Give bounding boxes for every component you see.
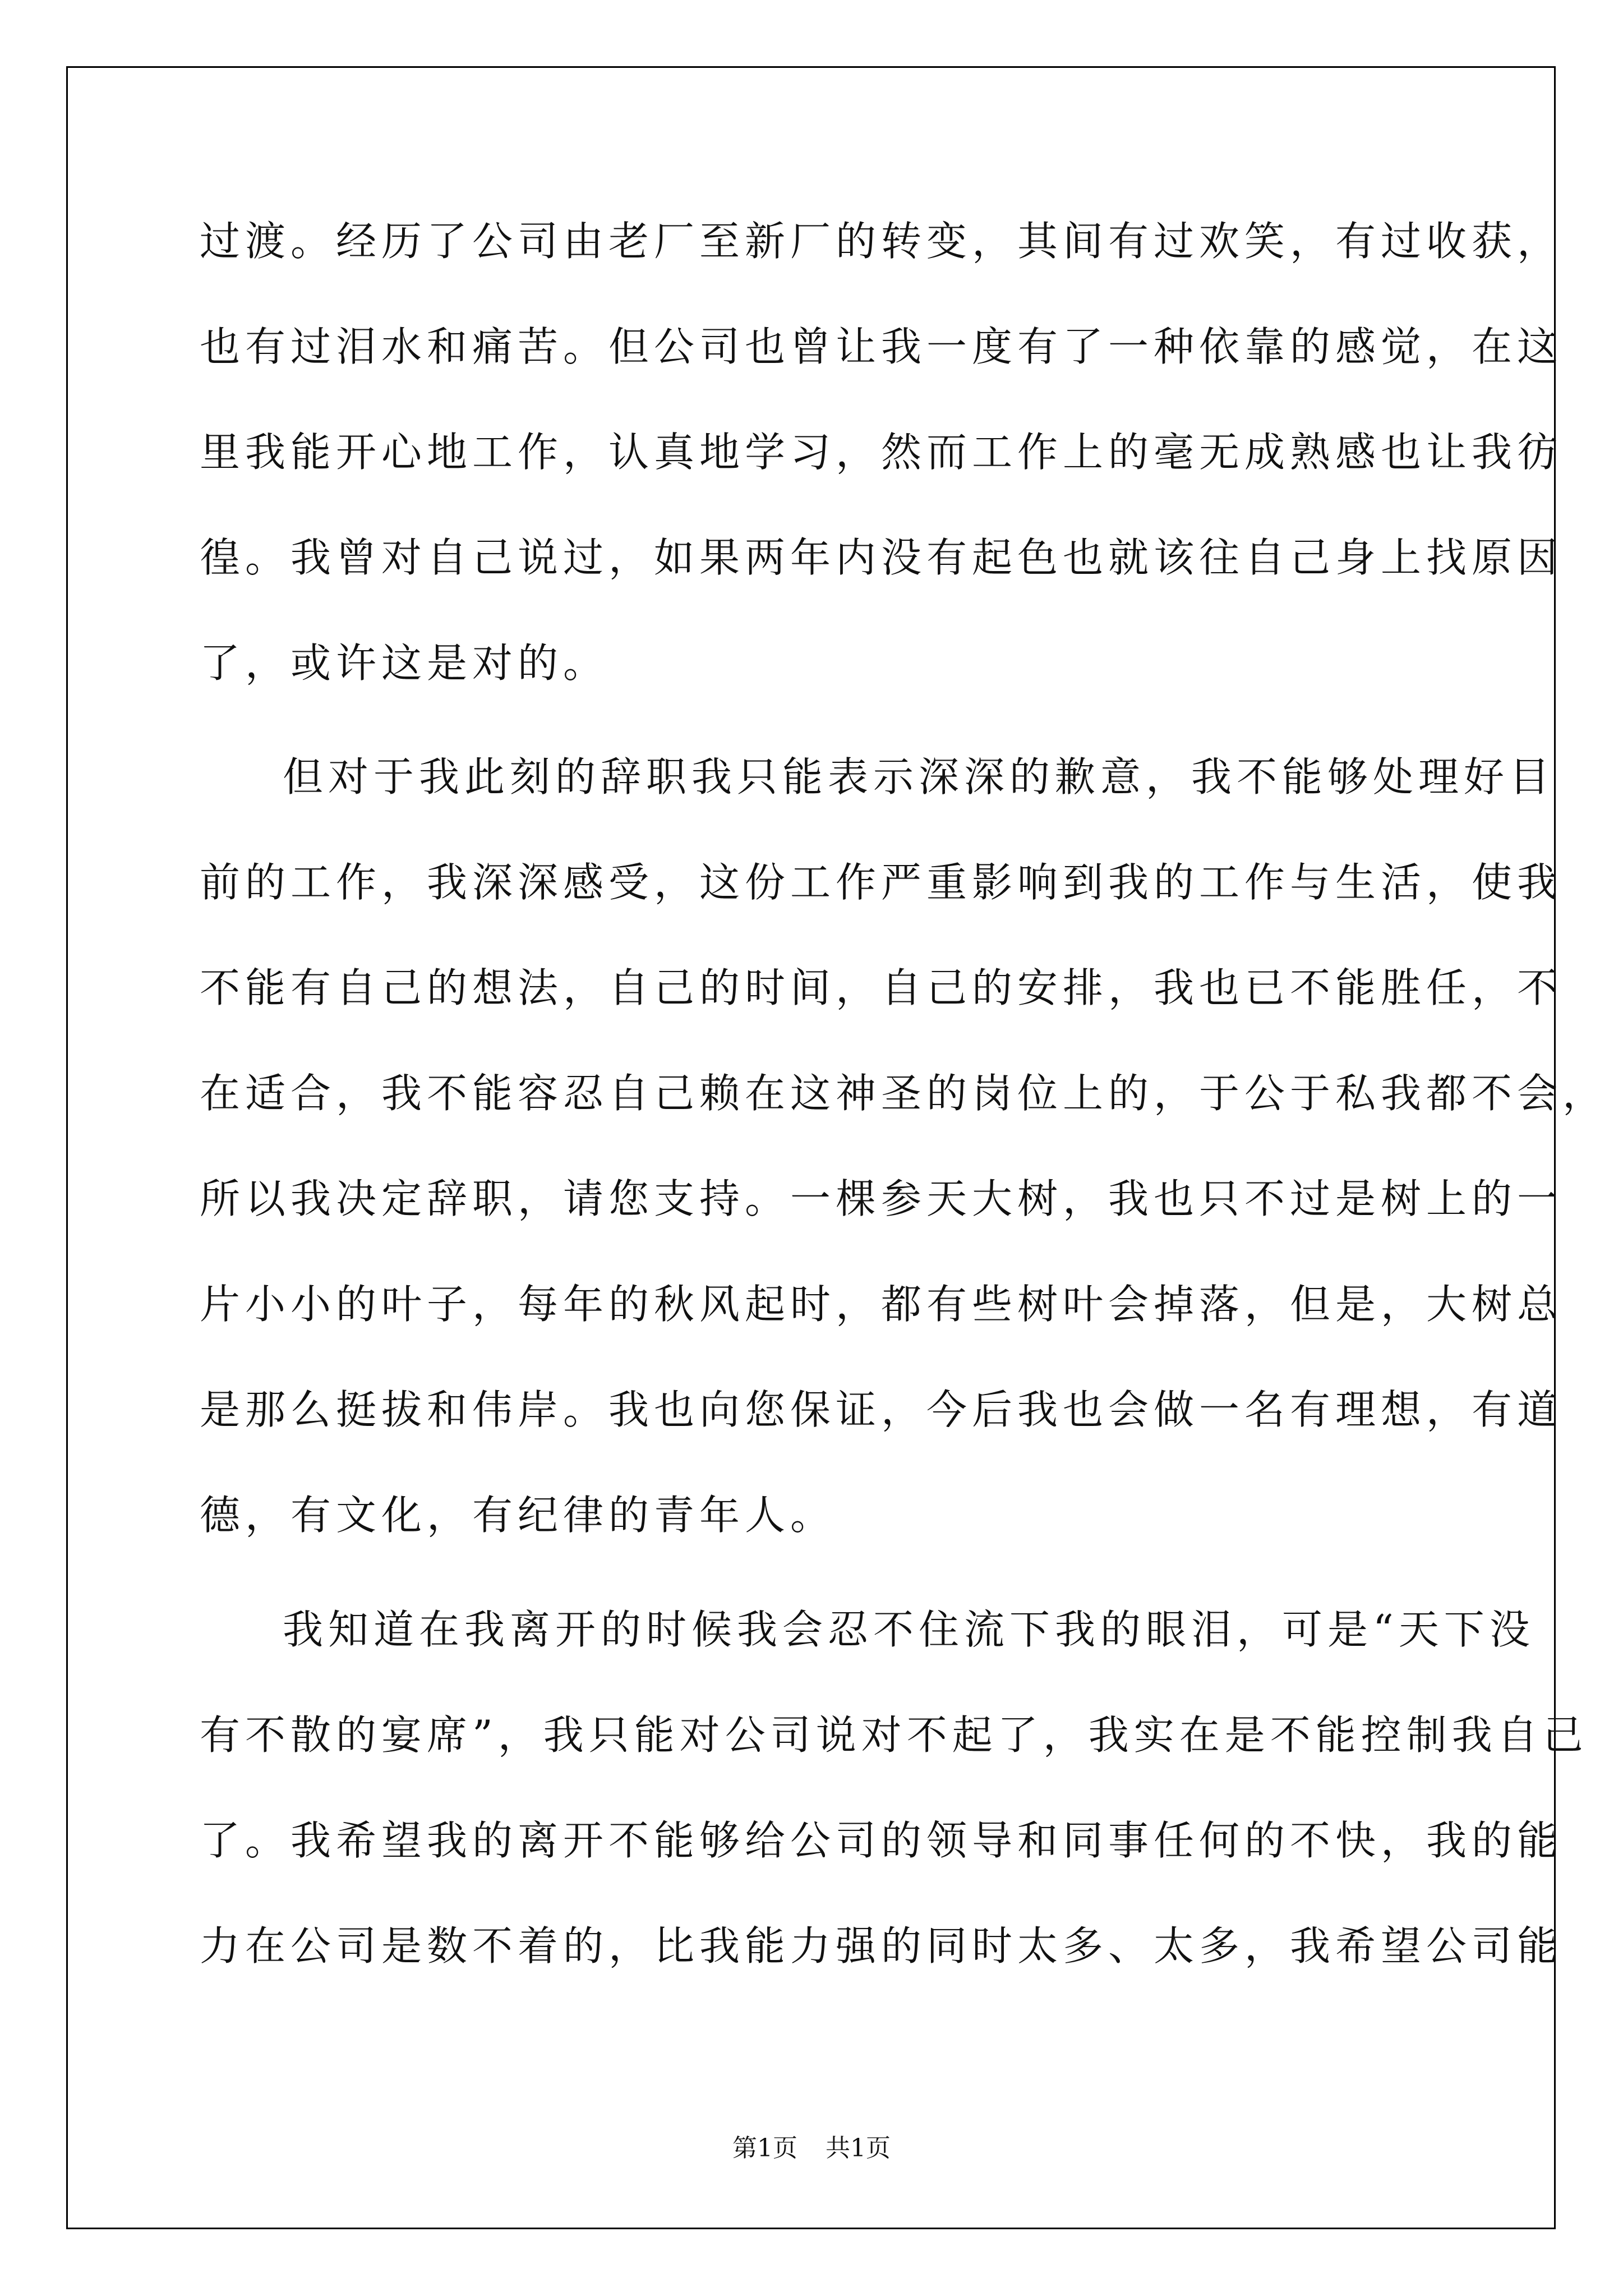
text-line-14: 我知道在我离开的时候我会忍不住流下我的眼泪，可是“天下没 bbox=[283, 1606, 1535, 1653]
text-line-17: 力在公司是数不着的，比我能力强的同时太多、太多，我希望公司能 bbox=[200, 1922, 1563, 1970]
text-line-4: 徨。我曾对自己说过，如果两年内没有起色也就该往自己身上找原因 bbox=[200, 534, 1563, 581]
text-line-10: 所以我决定辞职，请您支持。一棵参天大树，我也只不过是树上的一 bbox=[200, 1175, 1563, 1222]
text-line-7: 前的工作，我深深感受，这份工作严重影响到我的工作与生活，使我 bbox=[200, 859, 1563, 906]
text-line-9: 在适合，我不能容忍自己赖在这神圣的岗位上的，于公于私我都不会， bbox=[200, 1070, 1608, 1117]
text-line-15: 有不散的宴席”，我只能对公司说对不起了，我实在是不能控制我自己 bbox=[200, 1711, 1588, 1759]
text-line-5: 了，或许这是对的。 bbox=[200, 639, 609, 687]
text-line-8: 不能有自己的想法，自己的时间，自己的安排，我也已不能胜任，不 bbox=[200, 964, 1563, 1011]
text-line-3: 里我能开心地工作，认真地学习，然而工作上的毫无成熟感也让我彷 bbox=[200, 429, 1563, 476]
text-line-12: 是那么挺拔和伟岸。我也向您保证，今后我也会做一名有理想，有道 bbox=[200, 1386, 1563, 1433]
page-number-total: 共1页 bbox=[826, 2134, 891, 2162]
page-footer bbox=[0, 2132, 1623, 2165]
text-line-11: 片小小的叶子，每年的秋风起时，都有些树叶会掉落，但是，大树总 bbox=[200, 1281, 1563, 1328]
page-number-current: 第1页 bbox=[732, 2134, 797, 2162]
page-border bbox=[66, 66, 1608, 2229]
text-line-16: 了。我希望我的离开不能够给公司的领导和同事任何的不快，我的能 bbox=[200, 1817, 1563, 1864]
text-line-13: 德，有文化，有纪律的青年人。 bbox=[200, 1492, 836, 1539]
text-line-1: 过渡。经历了公司由老厂至新厂的转变，其间有过欢笑，有过收获， bbox=[200, 218, 1563, 265]
text-line-2: 也有过泪水和痛苦。但公司也曾让我一度有了一种依靠的感觉，在这 bbox=[200, 323, 1563, 370]
text-line-6: 但对于我此刻的辞职我只能表示深深的歉意，我不能够处理好目 bbox=[283, 753, 1555, 800]
